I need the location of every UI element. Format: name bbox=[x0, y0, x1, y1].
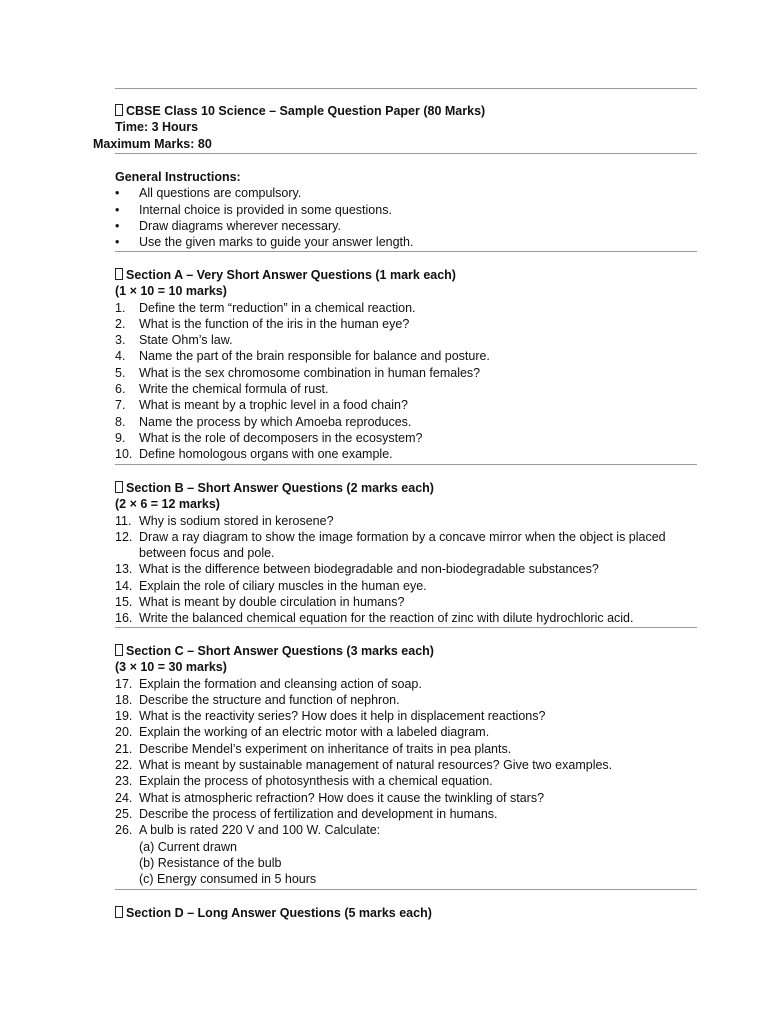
question-text: Describe the process of fertilization and development in humans. bbox=[139, 806, 498, 821]
question-text: What is the role of decomposers in the ecosystem? bbox=[139, 430, 423, 445]
question-item bbox=[115, 397, 705, 413]
question-text: What is meant by double circulation in humans? bbox=[139, 595, 405, 610]
question-item bbox=[115, 724, 705, 740]
divider-section-a bbox=[115, 464, 697, 465]
divider-section-c bbox=[115, 889, 697, 890]
divider-header bbox=[115, 153, 697, 154]
question-text: What is meant by sustainable management of natural resources? Give two examples. bbox=[139, 758, 613, 773]
question-number: 5. bbox=[115, 365, 126, 380]
question-item bbox=[115, 414, 705, 430]
question-text: Write the balanced chemical equation for the reaction of zinc with dilute hydrochloric acid. bbox=[139, 611, 634, 626]
question-text: What is the reactivity series? How does it help in displacement reactions? bbox=[139, 709, 546, 724]
question-number: 22. bbox=[115, 758, 133, 773]
section-a-marks: (1 × 10 = 10 marks) bbox=[115, 284, 227, 299]
section-a bbox=[115, 267, 705, 463]
question-item bbox=[115, 381, 705, 397]
question-number: 23. bbox=[115, 774, 133, 789]
question-number: 9. bbox=[115, 430, 126, 445]
question-text: Draw a ray diagram to show the image formation by a concave mirror when the object is placed between focus and pole. bbox=[139, 529, 666, 561]
question-item bbox=[115, 365, 705, 381]
question-item bbox=[115, 513, 705, 529]
question-number: 6. bbox=[115, 382, 126, 397]
question-item bbox=[115, 822, 705, 838]
sub-question: (a) Current drawn bbox=[139, 839, 237, 854]
question-item bbox=[115, 578, 705, 594]
question-text: Explain the role of ciliary muscles in the human eye. bbox=[139, 578, 427, 593]
question-number: 19. bbox=[115, 709, 133, 724]
question-item bbox=[115, 430, 705, 446]
question-item bbox=[115, 757, 705, 773]
question-text: Define homologous organs with one example. bbox=[139, 447, 393, 462]
question-text: Define the term “reduction” in a chemical reaction. bbox=[139, 300, 416, 315]
question-item bbox=[115, 790, 705, 806]
divider-section-b bbox=[115, 627, 697, 628]
list-item: • All questions are compulsory. bbox=[115, 185, 705, 201]
question-item bbox=[115, 529, 684, 562]
question-text: Explain the formation and cleansing action of soap. bbox=[139, 676, 422, 691]
question-number: 8. bbox=[115, 414, 126, 429]
section-a-title: Section A – Very Short Answer Questions (1 mark each) bbox=[115, 267, 705, 283]
question-number: 14. bbox=[115, 578, 133, 593]
section-c-title: Section C – Short Answer Questions (3 marks each) bbox=[115, 643, 705, 659]
question-number: 12. bbox=[115, 529, 133, 544]
question-item bbox=[115, 741, 705, 757]
question-text: Name the part of the brain responsible for balance and posture. bbox=[139, 349, 490, 364]
question-number: 26. bbox=[115, 823, 133, 838]
question-number: 15. bbox=[115, 595, 133, 610]
question-number: 18. bbox=[115, 692, 133, 707]
paper-header bbox=[115, 103, 705, 136]
question-text: Describe the structure and function of nephron. bbox=[139, 692, 400, 707]
question-text: What is atmospheric refraction? How does it cause the twinkling of stars? bbox=[139, 790, 545, 805]
question-text: What is the difference between biodegradable and non-biodegradable substances? bbox=[139, 562, 599, 577]
question-number: 11. bbox=[115, 513, 132, 528]
question-text: A bulb is rated 220 V and 100 W. Calculate: bbox=[139, 823, 381, 838]
question-item bbox=[115, 348, 705, 364]
section-icon bbox=[115, 644, 123, 656]
instructions-heading: General Instructions: bbox=[115, 170, 241, 184]
section-b-marks: (2 × 6 = 12 marks) bbox=[115, 497, 220, 512]
question-item bbox=[115, 594, 705, 610]
section-d bbox=[115, 905, 705, 921]
section-icon bbox=[115, 481, 123, 493]
question-text: Write the chemical formula of rust. bbox=[139, 382, 329, 397]
section-b-title: Section B – Short Answer Questions (2 marks each) bbox=[115, 480, 705, 496]
question-number: 2. bbox=[115, 316, 126, 331]
section-c bbox=[115, 643, 705, 887]
question-text: Explain the working of an electric motor with a labeled diagram. bbox=[139, 725, 490, 740]
list-item: • Internal choice is provided in some questions. bbox=[115, 202, 705, 218]
question-item bbox=[115, 610, 705, 626]
question-number: 16. bbox=[115, 611, 133, 626]
question-number: 7. bbox=[115, 398, 126, 413]
divider-top bbox=[115, 88, 697, 89]
question-item bbox=[115, 692, 705, 708]
question-item bbox=[115, 708, 705, 724]
question-item bbox=[115, 773, 705, 789]
question-item bbox=[115, 316, 705, 332]
question-number: 4. bbox=[115, 349, 126, 364]
sub-question: (b) Resistance of the bulb bbox=[139, 855, 282, 870]
question-number: 24. bbox=[115, 790, 133, 805]
question-text: State Ohm’s law. bbox=[139, 333, 233, 348]
question-text: Why is sodium stored in kerosene? bbox=[139, 513, 334, 528]
question-item bbox=[115, 561, 705, 577]
question-number: 3. bbox=[115, 333, 126, 348]
question-text: Explain the process of photosynthesis with a chemical equation. bbox=[139, 774, 493, 789]
section-icon bbox=[115, 906, 123, 918]
question-number: 13. bbox=[115, 562, 133, 577]
general-instructions bbox=[115, 169, 705, 250]
section-icon bbox=[115, 268, 123, 280]
question-text: What is the sex chromosome combination in human females? bbox=[139, 365, 481, 380]
question-number: 25. bbox=[115, 806, 133, 821]
question-number: 21. bbox=[115, 741, 133, 756]
page-title: CBSE Class 10 Science – Sample Question Paper (80 Marks) bbox=[115, 103, 705, 119]
time-label: Time: 3 Hours bbox=[115, 120, 199, 135]
max-marks-label: Maximum Marks: 80 bbox=[93, 137, 212, 151]
question-item bbox=[115, 300, 705, 316]
sub-question: (c) Energy consumed in 5 hours bbox=[139, 872, 317, 887]
section-b bbox=[115, 480, 705, 627]
list-item: • Use the given marks to guide your answer length. bbox=[115, 234, 705, 250]
question-number: 10. bbox=[115, 447, 133, 462]
question-item bbox=[115, 446, 705, 462]
question-item bbox=[115, 676, 705, 692]
section-d-title: Section D – Long Answer Questions (5 marks each) bbox=[115, 905, 705, 921]
question-text: Name the process by which Amoeba reproduces. bbox=[139, 414, 412, 429]
question-number: 17. bbox=[115, 676, 133, 691]
question-item bbox=[115, 806, 705, 822]
list-item: • Draw diagrams wherever necessary. bbox=[115, 218, 705, 234]
divider-instructions bbox=[115, 251, 697, 252]
question-number: 1. bbox=[115, 300, 126, 315]
question-text: What is the function of the iris in the human eye? bbox=[139, 316, 410, 331]
question-item bbox=[115, 332, 705, 348]
question-text: What is meant by a trophic level in a food chain? bbox=[139, 398, 408, 413]
question-text: Describe Mendel’s experiment on inheritance of traits in pea plants. bbox=[139, 741, 512, 756]
document-icon bbox=[115, 104, 123, 116]
section-c-marks: (3 × 10 = 30 marks) bbox=[115, 660, 227, 675]
question-number: 20. bbox=[115, 725, 133, 740]
